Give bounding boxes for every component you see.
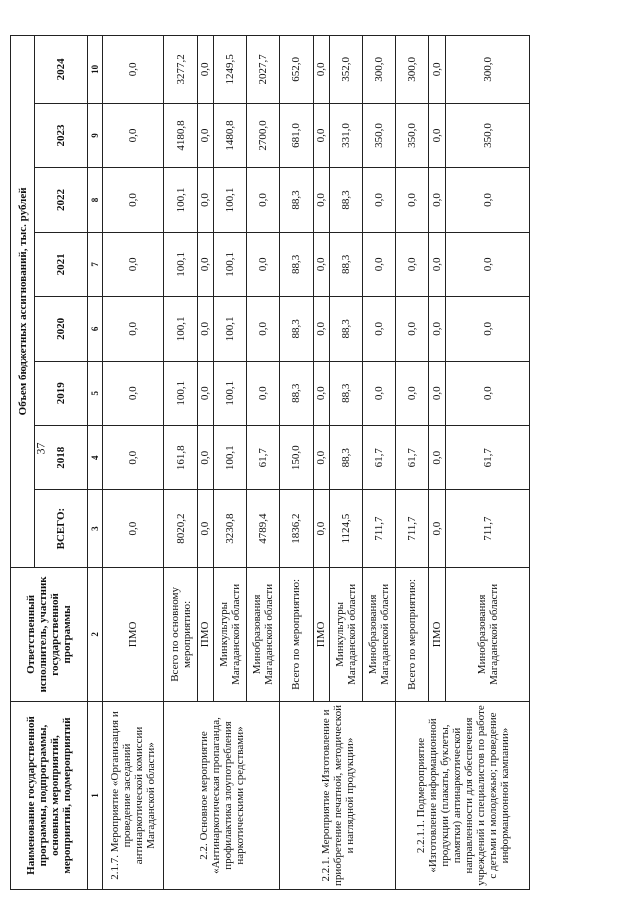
value-cell: 0,0 bbox=[429, 361, 446, 425]
value-cell: 0,0 bbox=[313, 490, 330, 567]
value-cell: 100,1 bbox=[214, 426, 247, 490]
value-cell: 0,0 bbox=[247, 168, 280, 232]
header-year: 2024 bbox=[35, 36, 88, 104]
row-responsible: ПМО bbox=[313, 567, 330, 701]
value-cell: 0,0 bbox=[396, 297, 429, 361]
value-cell: 0,0 bbox=[313, 36, 330, 104]
header-budget: Объем бюджетных ассигнований, тыс. рублей bbox=[11, 36, 35, 568]
value-cell: 0,0 bbox=[313, 103, 330, 167]
value-cell: 0,0 bbox=[102, 490, 164, 567]
value-cell: 0,0 bbox=[102, 361, 164, 425]
value-cell: 0,0 bbox=[197, 361, 214, 425]
value-cell: 100,1 bbox=[214, 361, 247, 425]
value-cell: 0,0 bbox=[429, 168, 446, 232]
value-cell: 88,3 bbox=[330, 361, 363, 425]
row-responsible: Минобразования Магаданской области bbox=[363, 567, 396, 701]
value-cell: 0,0 bbox=[446, 297, 530, 361]
value-cell: 61,7 bbox=[396, 426, 429, 490]
value-cell: 352,0 bbox=[330, 36, 363, 104]
value-cell: 0,0 bbox=[102, 168, 164, 232]
value-cell: 88,3 bbox=[330, 297, 363, 361]
row-responsible: Всего по основному мероприятию: bbox=[164, 567, 197, 701]
value-cell: 0,0 bbox=[197, 103, 214, 167]
value-cell: 0,0 bbox=[446, 361, 530, 425]
value-cell: 161,8 bbox=[164, 426, 197, 490]
index-cell: 7 bbox=[88, 232, 102, 296]
value-cell: 100,1 bbox=[164, 297, 197, 361]
header-responsible: Ответственный исполнитель, участник государственной программы bbox=[11, 567, 88, 701]
value-cell: 0,0 bbox=[446, 168, 530, 232]
value-cell: 3277,2 bbox=[164, 36, 197, 104]
value-cell: 0,0 bbox=[396, 361, 429, 425]
value-cell: 350,0 bbox=[363, 103, 396, 167]
value-cell: 88,3 bbox=[330, 426, 363, 490]
value-cell: 711,7 bbox=[363, 490, 396, 567]
value-cell: 681,0 bbox=[280, 103, 313, 167]
table-row bbox=[164, 36, 197, 890]
value-cell: 88,3 bbox=[280, 232, 313, 296]
value-cell: 0,0 bbox=[429, 36, 446, 104]
value-cell: 88,3 bbox=[330, 232, 363, 296]
index-cell: 2 bbox=[88, 567, 102, 701]
value-cell: 0,0 bbox=[363, 297, 396, 361]
header-total: ВСЕГО: bbox=[35, 490, 88, 567]
table-row bbox=[396, 36, 429, 890]
value-cell: 61,7 bbox=[247, 426, 280, 490]
row-responsible: ПМО bbox=[102, 567, 164, 701]
header-year: 2020 bbox=[35, 297, 88, 361]
table-row bbox=[280, 36, 313, 890]
value-cell: 0,0 bbox=[313, 232, 330, 296]
value-cell: 0,0 bbox=[197, 168, 214, 232]
value-cell: 0,0 bbox=[102, 232, 164, 296]
value-cell: 88,3 bbox=[280, 297, 313, 361]
value-cell: 61,7 bbox=[363, 426, 396, 490]
value-cell: 0,0 bbox=[396, 168, 429, 232]
value-cell: 0,0 bbox=[197, 36, 214, 104]
value-cell: 100,1 bbox=[164, 168, 197, 232]
table-row bbox=[102, 36, 164, 890]
value-cell: 0,0 bbox=[313, 297, 330, 361]
value-cell: 0,0 bbox=[102, 103, 164, 167]
value-cell: 0,0 bbox=[363, 232, 396, 296]
value-cell: 0,0 bbox=[363, 361, 396, 425]
value-cell: 100,1 bbox=[164, 232, 197, 296]
value-cell: 4180,8 bbox=[164, 103, 197, 167]
value-cell: 2027,7 bbox=[247, 36, 280, 104]
index-cell: 1 bbox=[88, 702, 102, 890]
value-cell: 331,0 bbox=[330, 103, 363, 167]
rotated-table-wrapper bbox=[10, 35, 530, 890]
row-responsible: Всего по мероприятию: bbox=[396, 567, 429, 701]
value-cell: 0,0 bbox=[197, 232, 214, 296]
row-responsible: ПМО bbox=[429, 567, 446, 701]
value-cell: 0,0 bbox=[429, 103, 446, 167]
value-cell: 0,0 bbox=[446, 232, 530, 296]
index-cell: 3 bbox=[88, 490, 102, 567]
header-year: 2023 bbox=[35, 103, 88, 167]
value-cell: 1480,8 bbox=[214, 103, 247, 167]
value-cell: 0,0 bbox=[197, 297, 214, 361]
value-cell: 0,0 bbox=[429, 232, 446, 296]
row-responsible: ПМО bbox=[197, 567, 214, 701]
header-year: 2019 bbox=[35, 361, 88, 425]
page-number: 37 bbox=[33, 442, 48, 455]
value-cell: 0,0 bbox=[197, 490, 214, 567]
value-cell: 0,0 bbox=[429, 426, 446, 490]
row-name: 2.2.1.1. Подмероприятие «Изготовление информационной продукции (плакаты, буклеты, памятки) антинаркотической направленности для обеспечения учреждений и специалистов по работе с детьми и молодежью; проведение информационной кампании» bbox=[396, 702, 530, 890]
row-responsible: Минобразования Магаданской области bbox=[247, 567, 280, 701]
value-cell: 100,1 bbox=[214, 168, 247, 232]
value-cell: 0,0 bbox=[102, 297, 164, 361]
value-cell: 711,7 bbox=[396, 490, 429, 567]
header-year: 2021 bbox=[35, 232, 88, 296]
value-cell: 61,7 bbox=[446, 426, 530, 490]
value-cell: 1249,5 bbox=[214, 36, 247, 104]
value-cell: 0,0 bbox=[429, 490, 446, 567]
header-name: Наименование государственной программы, подпрограммы, основных мероприятий, мероприятий, подмероприятий bbox=[11, 702, 88, 890]
index-cell: 6 bbox=[88, 297, 102, 361]
index-cell: 8 bbox=[88, 168, 102, 232]
value-cell: 88,3 bbox=[280, 168, 313, 232]
value-cell: 0,0 bbox=[363, 168, 396, 232]
index-cell: 4 bbox=[88, 426, 102, 490]
value-cell: 0,0 bbox=[197, 426, 214, 490]
value-cell: 300,0 bbox=[396, 36, 429, 104]
value-cell: 300,0 bbox=[446, 36, 530, 104]
value-cell: 0,0 bbox=[247, 232, 280, 296]
index-cell: 5 bbox=[88, 361, 102, 425]
value-cell: 100,1 bbox=[164, 361, 197, 425]
row-responsible: Минкультуры Магаданской области bbox=[330, 567, 363, 701]
value-cell: 0,0 bbox=[313, 168, 330, 232]
row-responsible: Всего по мероприятию: bbox=[280, 567, 313, 701]
value-cell: 88,3 bbox=[330, 168, 363, 232]
value-cell: 350,0 bbox=[396, 103, 429, 167]
value-cell: 0,0 bbox=[313, 361, 330, 425]
index-cell: 9 bbox=[88, 103, 102, 167]
value-cell: 0,0 bbox=[247, 361, 280, 425]
row-name: 2.2. Основное мероприятие «Антинаркотическая пропаганда, профилактика злоупотребления наркотическими средствами» bbox=[164, 702, 280, 890]
value-cell: 0,0 bbox=[396, 232, 429, 296]
budget-table bbox=[10, 35, 530, 890]
value-cell: 88,3 bbox=[280, 361, 313, 425]
value-cell: 711,7 bbox=[446, 490, 530, 567]
header-year: 2018 bbox=[35, 426, 88, 490]
value-cell: 3230,8 bbox=[214, 490, 247, 567]
value-cell: 300,0 bbox=[363, 36, 396, 104]
value-cell: 350,0 bbox=[446, 103, 530, 167]
row-name: 2.1.7. Мероприятие «Организация и проведение заседаний антинаркотической комиссии Магаданской области» bbox=[102, 702, 164, 890]
value-cell: 0,0 bbox=[102, 36, 164, 104]
header-year: 2022 bbox=[35, 168, 88, 232]
value-cell: 100,1 bbox=[214, 297, 247, 361]
value-cell: 1836,2 bbox=[280, 490, 313, 567]
index-cell: 10 bbox=[88, 36, 102, 104]
value-cell: 8020,2 bbox=[164, 490, 197, 567]
value-cell: 2700,0 bbox=[247, 103, 280, 167]
row-responsible: Минкультуры Магаданской области bbox=[214, 567, 247, 701]
value-cell: 0,0 bbox=[429, 297, 446, 361]
row-name: 2.2.1. Мероприятие «Изготовление и приобретение печатной, методической и наглядной продукции» bbox=[280, 702, 396, 890]
value-cell: 0,0 bbox=[313, 426, 330, 490]
row-responsible: Минобразования Магаданской области bbox=[446, 567, 530, 701]
value-cell: 0,0 bbox=[247, 297, 280, 361]
value-cell: 652,0 bbox=[280, 36, 313, 104]
value-cell: 1124,5 bbox=[330, 490, 363, 567]
value-cell: 0,0 bbox=[102, 426, 164, 490]
value-cell: 100,1 bbox=[214, 232, 247, 296]
value-cell: 4789,4 bbox=[247, 490, 280, 567]
value-cell: 150,0 bbox=[280, 426, 313, 490]
